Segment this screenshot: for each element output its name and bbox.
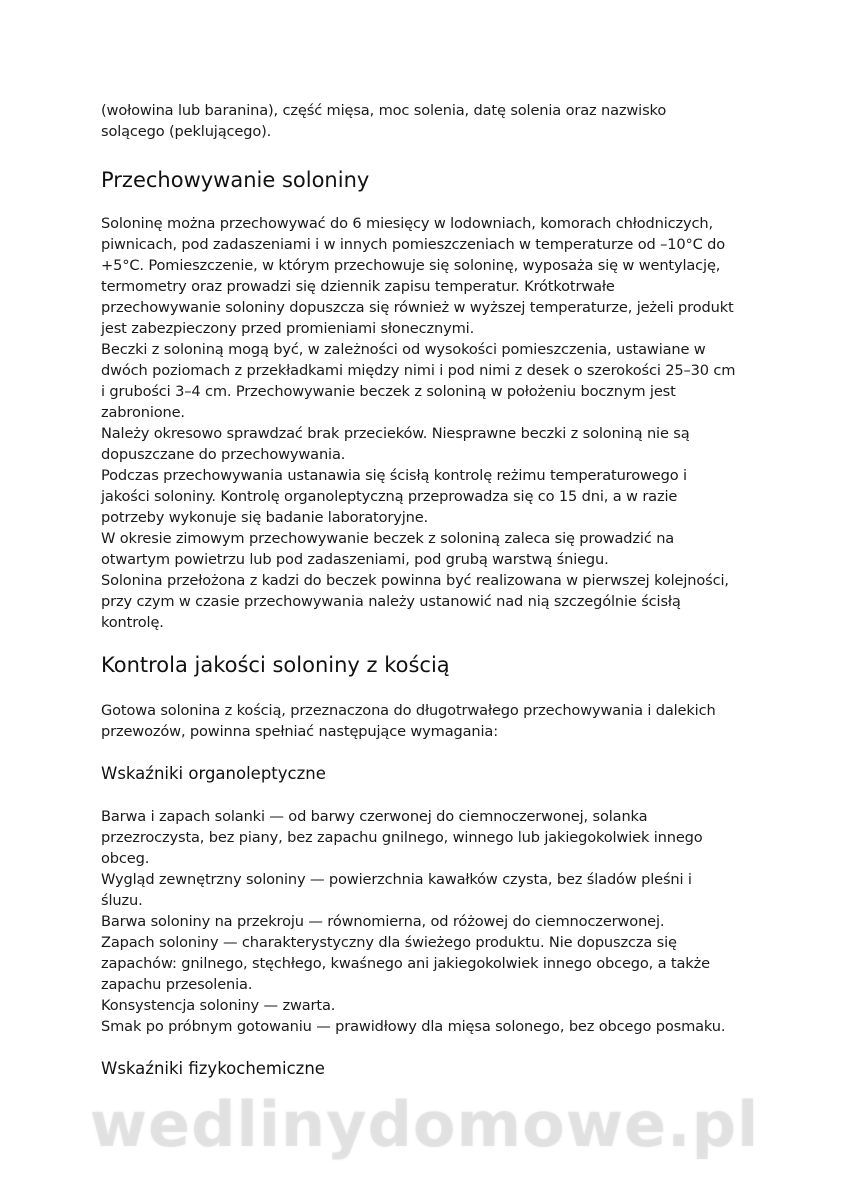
storage-paragraph: Solonina przełożona z kadzi do beczek powinna być realizowana w pierwszej kolejności, przy czym w czasie przechowywania należy ustanowić nad nią szczególnie ścisłą kontrolę.: [101, 572, 729, 631]
watermark: wedlinydomowe.pl: [89, 1088, 760, 1161]
heading-organoleptic: Wskaźniki organoleptyczne: [101, 764, 326, 783]
list-item: Barwa i zapach solanki — od barwy czerwonej do ciemnoczerwonej, solanka przezroczysta, bez piany, bez zapachu gnilnego, winnego lub jakiegokolwiek innego obceg.: [101, 808, 703, 867]
storage-paragraph: W okresie zimowym przechowywanie beczek z soloniną zaleca się prowadzić na otwartym powietrzu lub pod zadaszeniami, pod grubą warstwą śniegu.: [101, 530, 675, 568]
storage-paragraph: Podczas przechowywania ustanawia się ścisłą kontrolę reżimu temperaturowego i jakości soloniny. Kontrolę organoleptyczną przeprowadza się co 15 dni, a w razie potrzeby wykonuje się badanie laboratoryjne.: [101, 467, 687, 526]
storage-paragraph: Należy okresowo sprawdzać brak przecieków. Niesprawne beczki z soloniną nie są dopuszczane do przechowywania.: [101, 425, 690, 463]
organoleptic-list: [101, 806, 761, 1037]
list-item: Zapach soloniny — charakterystyczny dla świeżego produktu. Nie dopuszcza się zapachów: gnilnego, stęchłego, kwaśnego ani jakiegokolwiek innego obcego, a także zapachu przesolenia.: [101, 934, 710, 993]
quality-intro-paragraph: Gotowa solonina z kością, przeznaczona do długotrwałego przechowywania i dalekich przewozów, powinna spełniać następujące wymagania:: [101, 702, 716, 740]
list-item: Barwa soloniny na przekroju — równomierna, od różowej do ciemnoczerwonej.: [101, 913, 665, 930]
list-item: Konsystencja soloniny — zwarta.: [101, 997, 336, 1014]
storage-paragraph: Beczki z soloniną mogą być, w zależności od wysokości pomieszczenia, ustawiane w dwóch poziomach z przekładkami między nimi i pod nimi z desek o szerokości 25–30 cm i grubości 3–4 cm. Przechowywanie beczek z soloniną w położeniu bocznym jest zabronione.: [101, 341, 736, 421]
list-item: Smak po próbnym gotowaniu — prawidłowy dla mięsa solonego, bez obcego posmaku.: [101, 1018, 726, 1035]
storage-section-body: [101, 213, 761, 633]
intro-paragraph: (wołowina lub baranina), część mięsa, moc solenia, datę solenia oraz nazwisko solącego (peklującego).: [101, 102, 667, 140]
heading-storage: Przechowywanie soloniny: [101, 168, 370, 192]
heading-physicochemical: Wskaźniki fizykochemiczne: [101, 1059, 325, 1078]
list-item: Wygląd zewnętrzny soloniny — powierzchnia kawałków czysta, bez śladów pleśni i śluzu.: [101, 871, 692, 909]
storage-paragraph: Soloninę można przechowywać do 6 miesięcy w lodowniach, komorach chłodniczych, piwnicach, pod zadaszeniami i w innych pomieszczeniach w temperaturze od –10°C do +5°C. Pomieszczenie, w którym przechowuje się soloninę, wyposaża się w wentylację, termometry oraz prowadzi się dziennik zapisu temperatur. Krótkotrwałe przechowywanie soloniny dopuszcza się również w wyższej temperaturze, jeżeli produkt jest zabezpieczony przed promieniami słonecznymi.: [101, 215, 734, 337]
heading-quality-control: Kontrola jakości soloniny z kością: [101, 653, 450, 677]
